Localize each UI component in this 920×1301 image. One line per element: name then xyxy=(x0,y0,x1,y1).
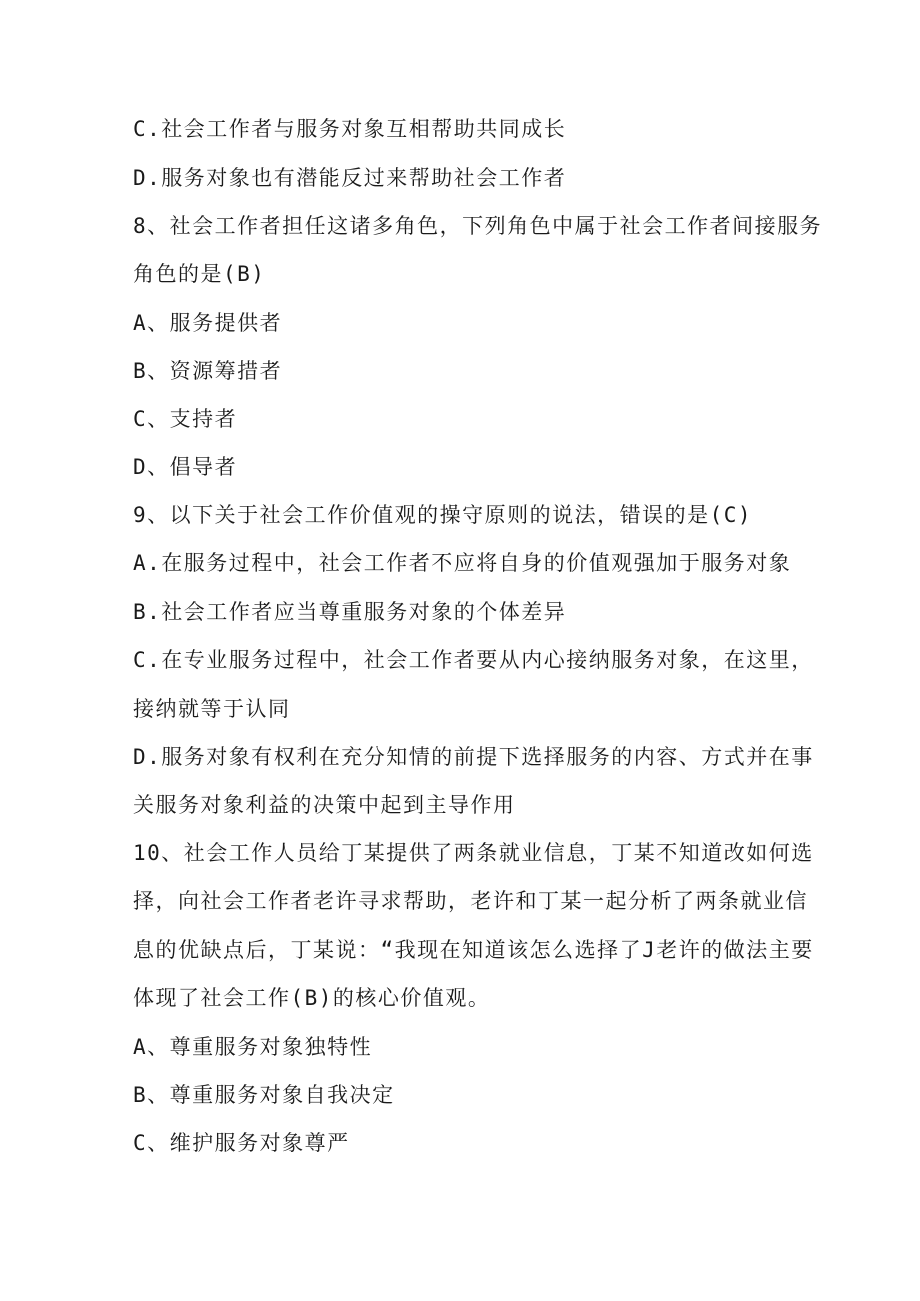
option-8d: D、倡导者 xyxy=(133,455,238,479)
question-10-line-2: 择，向社会工作者老许寻求帮助，老许和丁某一起分析了两条就业信 xyxy=(133,889,808,913)
question-10-line-3: 息的优缺点后，丁某说：“我现在知道该怎么选择了J老许的做法主要 xyxy=(133,938,814,962)
question-10-line-4: 体现了社会工作(B)的核心价值观。 xyxy=(133,986,491,1010)
option-7c: C.社会工作者与服务对象互相帮助共同成长 xyxy=(133,117,567,141)
option-10a: A、尊重服务对象独特性 xyxy=(133,1035,373,1059)
question-9: 9、以下关于社会工作价值观的操守原则的说法，错误的是(C) xyxy=(133,503,753,527)
option-9d-line-1: D.服务对象有权利在充分知情的前提下选择服务的内容、方式并在事 xyxy=(133,745,814,769)
option-8c: C、支持者 xyxy=(133,407,238,431)
option-8b: B、资源筹措者 xyxy=(133,359,283,383)
option-9c-line-2: 接纳就等于认同 xyxy=(133,697,291,721)
option-9c-line-1: C.在专业服务过程中，社会工作者要从内心接纳服务对象，在这里， xyxy=(133,648,814,672)
option-10b: B、尊重服务对象自我决定 xyxy=(133,1083,395,1107)
question-10-line-1: 10、社会工作人员给丁某提供了两条就业信息，丁某不知道改如何选 xyxy=(133,841,814,865)
option-8a: A、服务提供者 xyxy=(133,311,283,335)
option-9d-line-2: 关服务对象利益的决策中起到主导作用 xyxy=(133,793,516,817)
question-8-line-2: 角色的是(B) xyxy=(133,262,266,286)
option-9a: A.在服务过程中，社会工作者不应将自身的价值观强加于服务对象 xyxy=(133,551,792,575)
option-9b: B.社会工作者应当尊重服务对象的个体差异 xyxy=(133,600,567,624)
question-8-line-1: 8、社会工作者担任这诸多角色，下列角色中属于社会工作者间接服务 xyxy=(133,214,823,238)
option-10c: C、维护服务对象尊严 xyxy=(133,1131,350,1155)
option-7d: D.服务对象也有潜能反过来帮助社会工作者 xyxy=(133,166,567,190)
